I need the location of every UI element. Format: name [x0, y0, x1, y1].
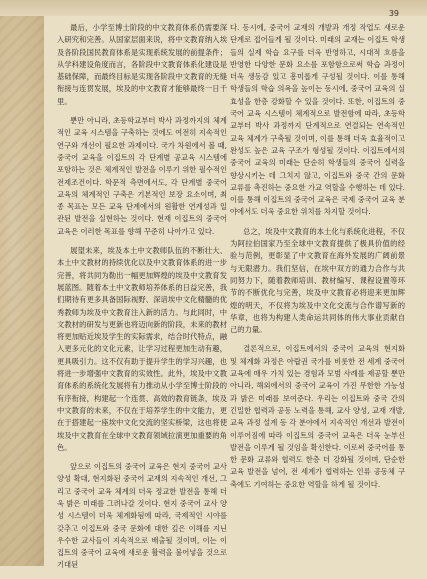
page-number: 39 — [388, 9, 399, 18]
right-text-column — [230, 22, 405, 498]
left-text-column — [57, 22, 227, 579]
paragraph-zh-outlook: 展望未来，埃及本土中文教师队伍的不断壮大、本土中文教材的持续优化以及中文教育体系的进一步完善，将共同为勒出一幅更加辉煌的埃及中文教育发展蓝图。随着本土中文教师培养体系的日益完善，我们期待有更多具备国际视野、深谙埃中文化精髓的优秀教师为埃及中文教育注入新的活力。与此同时，中文教材的研发与更新也将迈向新的阶段，未来的教材将更加贴近埃及学生的实际需求，结合时代特点，融入更多元化的文化元素，让学习过程更加生动有趣，更具吸引力。这不仅有助于提升学生的学习兴趣，也将进一步增强中文教育的实效性。此外，埃及中文教育体系的系统化发展将有力推动从小学至博士阶段的有序衔接，构建起一个连贯、高效的教育链条，埃及中文教育的未来，不仅在于培养学生的中文能力，更在于搭建起一座埃中文化交流的坚实桥梁，这也将使埃及中文教育在全球中文教育领域拉演更加重要的角色。 — [57, 246, 227, 452]
decorative-side-pattern — [0, 16, 44, 566]
paragraph-ko-conclusion: 결론적으로, 이집트에서의 중국어 교육의 현지화 및 체계화 과정은 아랍권 국가를 비롯한 전 세계 중국어 교육에 매우 가치 있는 경험과 모범 사례를 제공할 뿐만 아니라, 해외에서의 중국어 교육이 가진 무한한 가능성과 밝은 미래를 보여준다. 우리는 이집트와 중국 간의 긴밀한 협력과 공동 노력을 통해, 교사 양성, 교재 개발, 교육 과정 설계 등 각 분야에서 지속적인 개선과 발전이 이루어짐에 따라 이집트의 중국어 교육은 더욱 눈부신 발전을 이루게 될 것임을 확신한다. 이로써 중국어를 통한 문화 교류와 협력도 한층 더 강화될 것이며, 단순한 교육 발전을 넘어, 전 세계가 협력하는 인류 공동체 구축에도 기여하는 중요한 역할을 하게 될 것이다. — [230, 344, 405, 489]
paragraph-ko-outlook-continued: 다. 동시에, 중국어 교재의 개발과 개정 작업도 새로운 단계로 접어들게 될 것이다. 미래의 교재는 이집트 학생들의 실제 학습 요구를 더욱 반영하고, 시대적 흐름을 반영한 다양한 문화 요소를 포함함으로써 학습 과정이 더욱 생동감 있고 흥미롭게 구성될 것이다. 이를 통해 학생들의 학습 의욕을 높이는 동시에, 중국어 교육의 실효성을 한층 강화할 수 있을 것이다. 또한, 이집트의 중국어 교육 시스템이 체계적으로 발전함에 따라, 초등학교부터 박사 과정까지 단계적으로 연결되는 연속적인 교육 체계가 구축될 것이며, 이를 통해 더욱 효율적이고 완성도 높은 교육 구조가 형성될 것이다. 이집트에서의 중국어 교육의 미래는 단순히 학생들의 중국어 실력을 향상시키는 데 그치지 않고, 이집트와 중국 간의 문화 교류를 촉진하는 중요한 가교 역할을 수행하는 데 있다. 이를 통해 이집트의 중국어 교육은 국제 중국어 교육 분야에서도 더욱 중요한 위치를 차지할 것이다. — [230, 23, 405, 217]
paragraph-zh-summary: 最后，小学至博士阶段的中文教育体系仍需要深入研究和完善。从国家层面来说，将中文教育纳入埃及各阶段国民教育体系是实现系统发展的前提条件；从学科建设角度而言，各阶段中文教育体系化建设是基础保障，而最终目标是实现各阶段中文教育的无缝衔接与连贯发展，埃及的中文教育才能够最终一日千里。 — [57, 23, 227, 106]
paragraph-ko-summary: 뿐만 아니라, 초등학교부터 박사 과정까지의 체계적인 교육 시스템을 구축하는 것에도 여전히 지속적인 연구와 개선이 필요한 과제이다. 국가 차원에서 볼 때, 중국어 교육을 이집트의 각 단계별 공교육 시스템에 포함하는 것은 체계적인 발전을 이루기 위한 필수적인 전제조건이다. 학문적 측면에서도, 각 단계별 중국어 교육의 체계적인 구축은 기본적인 보장 요소이며, 최종 목표는 모든 교육 단계에서의 원활한 연계성과 일관된 발전을 실현하는 것이다. 현재 이집트의 중국어 교육은 이러한 목표를 향해 꾸준히 나아가고 있다. — [57, 116, 227, 236]
decorative-top-band — [0, 0, 427, 16]
paragraph-ko-outlook: 앞으로 이집트의 중국어 교육은 현지 중국어 교사 양성 확대, 현지화된 중국어 교재의 지속적인 개선, 그리고 중국어 교육 체계의 더욱 정교한 발전을 통해 더욱 밝은 미래를 그려나갈 것이다. 현지 중국어 교사 양성 시스템이 더욱 체계화됨에 따라, 국제적인 시야를 갖추고 이집트와 중국 문화에 대한 깊은 이해를 지닌 우수한 교사들이 지속적으로 배출될 것이며, 이는 이집트의 중국어 교육에 새로운 활력을 불어넣을 것으로 기대된 — [57, 462, 227, 570]
paragraph-zh-conclusion: 总之，埃及中文教育的本土化与系统化进程，不仅为阿拉伯国家乃至全球中文教育提供了极具价值的经验与范例，更彰显了中文教育在海外发展的广阔前景与无限潜力。我们坚信，在埃中双方的通力合作与共同努力下，随着教师培训、教材编写、课程设置等环节的不断优化与完善，埃及中文教育必将迎来更加辉煌的明天，不仅将为埃及中文化交流与合作谱写新的华章，也将为构建人类命运共同体的伟大事业贡献自己的力量。 — [230, 226, 405, 335]
